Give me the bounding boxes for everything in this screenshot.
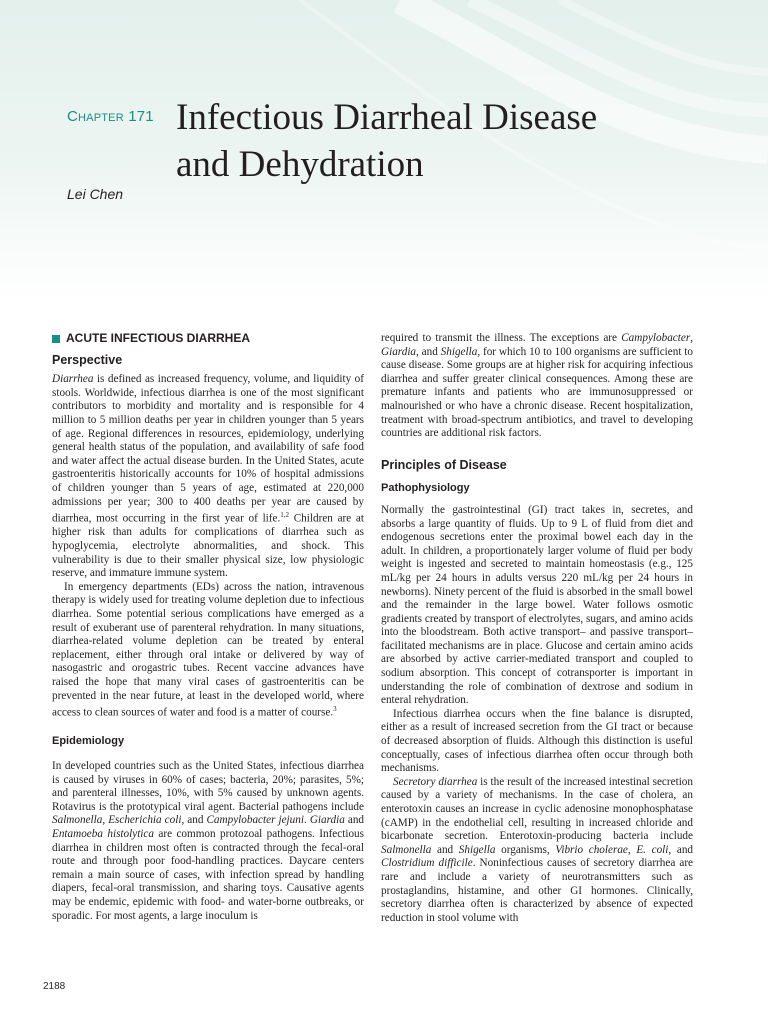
paragraph bbox=[52, 581, 364, 721]
page-number: 2188 bbox=[43, 981, 66, 992]
heading-epidemiology: Epidemiology bbox=[52, 734, 125, 747]
text-run: , and bbox=[668, 843, 694, 856]
text-run: required to transmit the illness. The exceptions are bbox=[381, 332, 622, 344]
text-run: In developed countries such as the United States, infectious diarrhea is caused by viruses in 60% of cases; bacteria, 20%; parasites, 5%; and parenteral illnesses, 10%, with 5% caused by unknown agents. Rotavirus is the prototypical viral agent. Bacterial pathogens include bbox=[52, 760, 364, 813]
text-run: , for which 10 to 100 organisms are sufficient to cause disease. Some groups are at higher risk for acquiring infectious diarrhea and suffer greater clinical consequences. Among these are premature infants and patients who are immunosuppressed or malnourished or who have a chronic disease. Recent hospitalization, treatment with broad-spectrum antibiotics, and travel to developing countries are additional risk factors. bbox=[381, 345, 694, 440]
text-run: Clostridium difficile bbox=[381, 857, 473, 870]
text-run: , bbox=[690, 332, 693, 344]
text-run: Shigella bbox=[458, 843, 496, 856]
text-run: is defined as increased frequency, volume, and liquidity of stools. Worldwide, infectious diarrhea is one of the most significant contributors to morbidity and mortality and is responsible for 4 million to 5 million deaths per year in children younger than 5 years of age. Regional differences in resources, epidemiology, underlying general health status of the population, and availability of safe food and water affect the actual disease burden. In the United States, acute gastroenteritis historically accounts for 10% of hospital admissions of children younger than 5 years of age, estimated at 220,000 admissions per year; 300 to 400 deaths per year are caused by diarrhea, most occurring in the first year of life. bbox=[52, 373, 364, 525]
paragraph bbox=[381, 776, 693, 926]
section-heading bbox=[52, 332, 364, 346]
text-run: , and bbox=[181, 814, 207, 827]
text-run: , and bbox=[416, 345, 441, 358]
heading-principles-of-disease: Principles of Disease bbox=[381, 457, 507, 472]
chapter-title-line-2: and Dehydration bbox=[176, 144, 424, 185]
text-run: Entamoeba histolytica bbox=[52, 828, 154, 841]
citation-superscript: 3 bbox=[333, 705, 337, 714]
paragraph bbox=[381, 708, 693, 776]
chapter-label: Chapter 171 bbox=[67, 108, 154, 125]
text-run: organisms, bbox=[495, 843, 556, 856]
heading-pathophysiology: Pathophysiology bbox=[381, 482, 470, 495]
text-run: Salmonella bbox=[381, 843, 432, 856]
text-run: Campylobacter jejuni bbox=[206, 814, 304, 827]
section-square-icon bbox=[52, 335, 60, 343]
text-run: Secretory diarrhea bbox=[393, 775, 478, 788]
chapter-title-line-1: Infectious Diarrheal Disease bbox=[176, 97, 598, 138]
text-run: Children are at higher risk than adults for complications of diarrhea such as hypoglycemia, electrolyte abnormalities, and shock. This vulnerability is due to their smaller physical size, low physiologic reserve, and immature immune system. bbox=[52, 512, 364, 580]
heading-perspective: Perspective bbox=[52, 352, 123, 367]
text-run: Salmonella bbox=[52, 814, 103, 827]
citation-superscript: 1,2 bbox=[280, 511, 290, 520]
text-run: . bbox=[303, 814, 310, 827]
text-run: Vibrio cholerae bbox=[555, 843, 628, 856]
text-run: In emergency departments (EDs) across the nation, intravenous therapy is widely used for treating volume depletion due to infectious diarrhea. Some potential serious complications have emerged as a result of exuberant use of parenteral rehydration. In many situations, diarrhea-related volume depletion can be treated by enteral replacement, either through oral intake or delivered by way of nasogastric and orogastric tubes. Recent vaccine advances have raised the hope that many viral cases of gastroenteritis can be prevented in the near future, at least in the developed world, where access to clean sources of water and food is a matter of course. bbox=[52, 580, 364, 719]
text-run: is the result of the increased intestinal secretion caused by a variety of mechanisms. In the case of cholera, an enterotoxin causes an increase in cyclic adenosine monophosphatase (cAMP) in the endothelial cell, resulting in increased chloride and bicarbonate secretion. Enterotoxin-producing bacteria include bbox=[381, 775, 693, 843]
section-heading-text: ACUTE INFECTIOUS DIARRHEA bbox=[66, 331, 251, 345]
text-run: Normally the gastrointestinal (GI) tract takes in, secretes, and absorbs a large quantity of fluids. Up to 9 L of fluid from diet and endogenous secretions enter the proximal bowel each day in the adult. In children, a proportionately larger volume of fluid per body weight is ingested and secreted to maintain homeostasis (e.g., 125 mL/kg per 24 hours in adults versus 220 mL/kg per 24 hours in newborns). Ninety percent of the fluid is absorbed in the small bowel and the remainder in the large bowel. Water follows osmotic gradients created by transport of electrolytes, sugars, and amino acids into the bloodstream. Both active transport– and passive transport–facilitated mechanisms are in place. Glucose and certain amino acids are absorbed by active carrier-mediated transport and coupled to sodium absorption. This concept of cotransporter is important in understanding the role of combination of dextrose and sodium in enteral rehydration. bbox=[381, 503, 693, 707]
text-run: Escherichia coli bbox=[108, 814, 182, 827]
paragraph bbox=[52, 760, 364, 923]
text-run: , bbox=[627, 843, 637, 856]
chapter-title bbox=[176, 94, 736, 188]
text-run: Giardia bbox=[381, 345, 417, 358]
text-run: Giardia bbox=[309, 814, 345, 827]
text-run: and bbox=[431, 843, 459, 856]
text-run: Campylobacter bbox=[621, 332, 691, 344]
author-name: Lei Chen bbox=[67, 186, 124, 202]
text-run: . Noninfectious causes of secretory diarrhea are rare and include a variety of neurotransmitters such as prostaglandins, histamine, and other GI hormones. Clinically, secretory diarrhea often is characterized by absence of expected reduction in stool volume with bbox=[381, 857, 694, 924]
text-run: E. coli bbox=[636, 843, 669, 856]
text-run: , bbox=[102, 814, 109, 827]
paragraph bbox=[381, 504, 693, 708]
text-run: are common protozoal pathogens. Infectious diarrhea in children most often is contracted through the fecal-oral route and through poor food-handling practices. Daycare centers remain a main source of cases, with infection spread by handling diapers, fecal-oral transmission, and sharing toys. Causative agents may be endemic, epidemic with food- and water-borne outbreaks, or sporadic. For most agents, a large inoculum is bbox=[52, 828, 364, 922]
paragraph bbox=[381, 332, 693, 441]
right-column bbox=[381, 332, 693, 925]
left-column bbox=[52, 332, 364, 923]
paragraph bbox=[52, 373, 364, 581]
text-run: Shigella bbox=[440, 345, 478, 358]
text-run: Diarrhea bbox=[52, 373, 94, 386]
text-run: and bbox=[344, 814, 365, 827]
text-run: Infectious diarrhea occurs when the fine balance is disrupted, either as a result of increased secretion from the GI tract or because of decreased absorption of fluids. Although this distinction is useful conceptually, cases of infectious diarrhea often occur through both mechanisms. bbox=[381, 707, 693, 775]
